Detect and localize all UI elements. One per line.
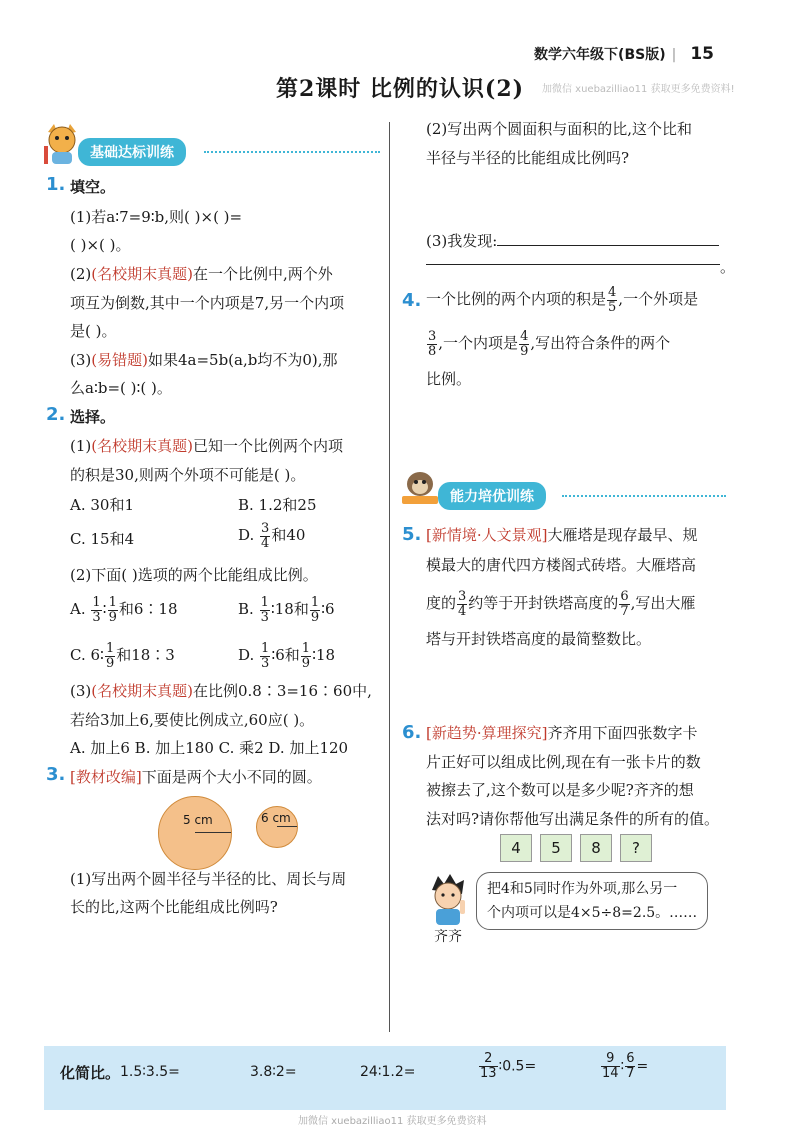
page-number: 15 [690, 44, 714, 64]
number-card: 4 [500, 834, 532, 862]
q2-opt2-c: C. 6∶ $\frac{1}{9}$ 和18∶3 [70, 640, 175, 671]
dog-mascot-icon [398, 468, 442, 512]
big-circle: 5 cm [158, 796, 232, 870]
q3-line5: (3)我发现: [426, 226, 719, 256]
q5-line3: 度的 $\frac{3}{4}$ 约等于开封铁塔高度的 $\frac{6}{7}$ ,写出大雁 [426, 588, 696, 619]
number-card: ? [620, 834, 652, 862]
expr-3: 24∶1.2= [360, 1064, 416, 1080]
q2-line4: (3)(名校期末真题)在比例0.8∶3=16∶60中, [70, 682, 372, 700]
q1-line3: (2)(名校期末真题)在一个比例中,两个外 [70, 265, 333, 283]
column-divider [389, 122, 390, 1032]
q2-head: 选择。 [70, 408, 116, 426]
cat-mascot-icon [42, 122, 82, 170]
expr-5: $\frac{9}{14}$ ∶ $\frac{6}{7}$ = [602, 1051, 649, 1081]
q6-line4: 法对吗?请你帮他写出满足条件的所有的值。 [426, 810, 720, 828]
q3-number: 3. [46, 764, 66, 785]
q1-line5: 是( )。 [70, 322, 117, 340]
number-card: 8 [580, 834, 612, 862]
speech-bubble: 把4和5同时作为外项,那么另一 个内项可以是4×5÷8=2.5。…… [476, 872, 708, 930]
q4-line1: 一个比例的两个内项的积是 $\frac{4}{5}$ ,一个外项是 [426, 284, 699, 315]
q6-line3: 被擦去了,这个数可以是多少呢?齐齐的想 [426, 781, 694, 799]
q2-line6: A. 加上6 B. 加上180 C. 乘2 D. 加上120 [70, 739, 349, 757]
q1-number: 1. [46, 174, 66, 195]
number-card: 5 [540, 834, 572, 862]
q5-line4: 塔与开封铁塔高度的最简整数比。 [426, 630, 652, 648]
q2-line1: (1)(名校期末真题)已知一个比例两个内项 [70, 437, 343, 455]
q1-line7: 么a∶b=( )∶( )。 [70, 379, 172, 397]
q5-line1: [新情境·人文景观]大雁塔是现存最早、规 [426, 526, 698, 544]
q2-line5: 若给3加上6,要使比例成立,60应( )。 [70, 711, 315, 729]
answer-line [426, 264, 720, 265]
q4-number: 4. [402, 290, 422, 311]
q2-line2: 的积是30,则两个外项不可能是( )。 [70, 466, 306, 484]
character-name: 齐齐 [434, 929, 462, 945]
q1-line1: (1)若a∶7=9∶b,则( )×( )= [70, 208, 243, 226]
lesson-title: 第2课时 比例的认识(2) [275, 76, 525, 102]
watermark: 加微信 xuebazilliao11 获取更多免费资料 [298, 1116, 487, 1127]
q3-line1: (1)写出两个圆半径与半径的比、周长与周 [70, 870, 347, 888]
section-basic-training: 基础达标训练 [78, 138, 186, 166]
exercise-band [44, 1046, 726, 1110]
page-header: 数学六年级下(BS版) | 15 [534, 44, 714, 64]
watermark: 加微信 xuebazilliao11 获取更多免费资料! [542, 84, 735, 95]
q1-line4: 项互为倒数,其中一个内项是7,另一个内项 [70, 294, 345, 312]
q6-line1: [新趋势·算理探究]齐齐用下面四张数字卡 [426, 724, 698, 742]
book-title: 数学六年级下(BS版) [534, 47, 666, 63]
q2-number: 2. [46, 404, 66, 425]
q6-line2: 片正好可以组成比例,现在有一张卡片的数 [426, 753, 701, 771]
q2-line3: (2)下面( )选项的两个比能组成比例。 [70, 566, 318, 584]
q2-opt-b: B. 1.2和25 [238, 496, 317, 514]
q2-opt2-d: D. $\frac{1}{3}$ ∶6和 $\frac{1}{9}$ ∶18 [238, 640, 336, 671]
q2-opt2-a: A. $\frac{1}{3}$ ∶ $\frac{1}{9}$ 和6∶18 [70, 594, 178, 625]
q1-line6: (3)(易错题)如果4a=5b(a,b均不为0),那 [70, 351, 338, 369]
small-circle: 6 cm [256, 806, 298, 848]
q4-line2: $\frac{3}{8}$ ,一个内项是 $\frac{4}{9}$ ,写出符合条件的两个 [428, 328, 671, 359]
q3-line4: 半径与半径的比能组成比例吗? [426, 149, 630, 167]
band-label: 化简比。 [60, 1064, 121, 1082]
q2-opt2-b: B. $\frac{1}{3}$ ∶18和 $\frac{1}{9}$ ∶6 [238, 594, 335, 625]
q1-tag: (名校期末真题) [91, 265, 193, 283]
q6-number: 6. [402, 722, 422, 743]
section-dots [204, 151, 380, 153]
expr-2: 3.8∶2= [250, 1064, 297, 1080]
q1-line2: ( )×( )。 [70, 236, 131, 254]
section-advanced-training: 能力培优训练 [438, 482, 546, 510]
q3-line3: (2)写出两个圆面积与面积的比,这个比和 [426, 120, 693, 138]
q5-line2: 模最大的唐代四方楼阁式砖塔。大雁塔高 [426, 556, 697, 574]
q3-head: [教材改编]下面是两个大小不同的圆。 [70, 768, 322, 786]
q1-head: 填空。 [70, 178, 116, 196]
expr-1: 1.5∶3.5= [120, 1064, 180, 1080]
q2-opt-d: D. $\frac{3}{4}$ 和40 [238, 520, 306, 551]
q2-opt-c: C. 15和4 [70, 530, 135, 548]
q5-number: 5. [402, 524, 422, 545]
expr-4: $\frac{2}{13}$ ∶0.5= [480, 1051, 537, 1081]
q4-line3: 比例。 [426, 370, 472, 388]
section-dots [562, 495, 726, 497]
q2-opt-a: A. 30和1 [70, 496, 134, 514]
q3-line2: 长的比,这两个比能组成比例吗? [70, 898, 278, 916]
